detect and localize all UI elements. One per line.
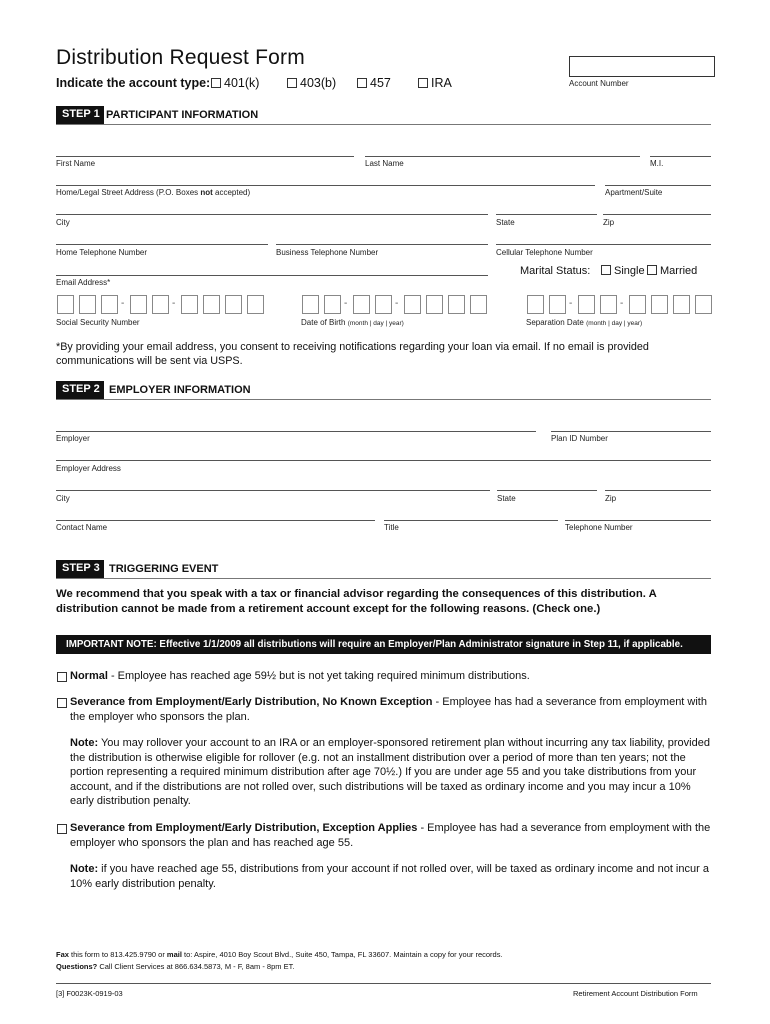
step2-tag: STEP 2 bbox=[56, 381, 104, 399]
checkbox[interactable] bbox=[647, 265, 657, 275]
option-title: Severance from Employment/Early Distribution, Exception Applies bbox=[70, 822, 418, 834]
mail-label: mail bbox=[166, 950, 182, 959]
account-type-403b[interactable] bbox=[287, 76, 336, 90]
contact-name-label: Contact Name bbox=[56, 523, 108, 532]
important-note: IMPORTANT NOTE: Effective 1/1/2009 all distributions will require an Employer/Plan Administrator signature in Step 11, if applicable. bbox=[56, 635, 711, 654]
marital-single[interactable] bbox=[601, 265, 645, 277]
email-notice: *By providing your email address, you consent to receiving notifications regarding your loan via email. If no email is provided communications will be sent via USPS. bbox=[56, 341, 649, 367]
address-not: not bbox=[200, 188, 213, 197]
home-phone-field[interactable] bbox=[56, 244, 268, 245]
ssn-digit[interactable] bbox=[152, 295, 169, 314]
page-title: Distribution Request Form bbox=[56, 46, 305, 69]
option-severance-no-exception bbox=[70, 695, 712, 724]
city-label: City bbox=[56, 218, 70, 227]
title-label: Title bbox=[384, 523, 399, 532]
mi-label: M.I. bbox=[650, 159, 664, 168]
option-title: Normal bbox=[70, 670, 108, 682]
normal-checkbox[interactable] bbox=[57, 672, 67, 682]
dob-label bbox=[301, 318, 404, 327]
note-label: Note: bbox=[70, 737, 99, 749]
option-label: 401(k) bbox=[224, 76, 260, 90]
email-field[interactable] bbox=[56, 275, 488, 276]
ssn-digit[interactable] bbox=[225, 295, 242, 314]
account-type-457[interactable] bbox=[357, 76, 391, 90]
fax-instructions bbox=[56, 950, 503, 959]
sep-date-digit[interactable] bbox=[578, 295, 595, 314]
address-label-text: Home/Legal Street Address (P.O. Boxes bbox=[56, 188, 201, 197]
separator: - bbox=[620, 298, 624, 309]
dob-label-text: Date of Birth bbox=[301, 318, 346, 327]
checkbox[interactable] bbox=[601, 265, 611, 275]
cell-phone-field[interactable] bbox=[496, 244, 711, 245]
telephone-field[interactable] bbox=[565, 520, 711, 521]
separator: - bbox=[344, 298, 348, 309]
mi-field[interactable] bbox=[650, 156, 711, 157]
ssn-digit[interactable] bbox=[79, 295, 96, 314]
employer-state-label: State bbox=[497, 494, 516, 503]
severance-no-exception-checkbox[interactable] bbox=[57, 698, 67, 708]
apartment-field[interactable] bbox=[605, 185, 711, 186]
ssn-digit[interactable] bbox=[203, 295, 220, 314]
questions-label: Questions? bbox=[56, 962, 98, 971]
employer-address-label: Employer Address bbox=[56, 464, 121, 473]
separator: - bbox=[569, 298, 573, 309]
step1-title: PARTICIPANT INFORMATION bbox=[106, 109, 259, 121]
footer-text: Call Client Services at 866.634.5873, M - F, 8am - 8pm ET. bbox=[97, 962, 295, 971]
separator: - bbox=[121, 298, 125, 309]
option-text: - Employee has had a severance from employment with the employer who sponsors the plan and has reached age 55. bbox=[70, 822, 711, 849]
account-number-field[interactable] bbox=[569, 56, 715, 77]
account-type-401k[interactable] bbox=[211, 76, 259, 90]
option-severance-exception bbox=[70, 821, 714, 850]
step3-header bbox=[56, 560, 711, 579]
address-label bbox=[56, 188, 250, 197]
note-age55 bbox=[70, 862, 718, 891]
ssn-digit[interactable] bbox=[181, 295, 198, 314]
step3-tag: STEP 3 bbox=[56, 560, 104, 578]
first-name-label: First Name bbox=[56, 159, 96, 168]
option-label: 457 bbox=[370, 76, 391, 90]
note-label: Note: bbox=[70, 863, 99, 875]
fax-label: Fax bbox=[56, 950, 69, 959]
employer-field[interactable] bbox=[56, 431, 536, 432]
option-label: Married bbox=[660, 265, 698, 277]
address-label-text: accepted) bbox=[212, 188, 251, 197]
last-name-label: Last Name bbox=[365, 159, 404, 168]
footer-divider bbox=[56, 983, 711, 984]
account-type-label: Indicate the account type: bbox=[56, 76, 211, 90]
sep-date-digit[interactable] bbox=[549, 295, 566, 314]
footer-text: to: Aspire, 4010 Boy Scout Blvd., Suite 450, Tampa, FL 33607. Maintain a copy for your records. bbox=[181, 950, 503, 959]
ssn-digit[interactable] bbox=[57, 295, 74, 314]
sep-date-digit[interactable] bbox=[673, 295, 690, 314]
step2-title: EMPLOYER INFORMATION bbox=[109, 384, 251, 396]
sep-date-digit[interactable] bbox=[695, 295, 712, 314]
option-text: - Employee has reached age 59½ but is not yet taking required minimum distributions. bbox=[107, 670, 530, 682]
severance-exception-checkbox[interactable] bbox=[57, 824, 67, 834]
dob-digit[interactable] bbox=[375, 295, 392, 314]
dob-format: (month | day | year) bbox=[347, 320, 404, 327]
dob-digit[interactable] bbox=[404, 295, 421, 314]
step1-tag: STEP 1 bbox=[56, 106, 104, 124]
telephone-label: Telephone Number bbox=[565, 523, 633, 532]
note-text: You may rollover your account to an IRA or an employer-sponsored retirement plan without incurring any tax liability, provided the distribution is otherwise eligible for rollover (e.g. not an installment distribution over a period of more than ten years; not the portion representing a required minimum distribution after age 70½.) If you are under age 55 and you take distributions from your account, and if the distributions are not rolled over, such distributions will be taxed as ordinary income and you may incur a 10% early distribution penalty. bbox=[70, 737, 710, 808]
option-label: Single bbox=[614, 265, 645, 277]
step3-intro: We recommend that you speak with a tax or financial advisor regarding the consequences of this distribution. A distribution cannot be made from a retirement account except for the following reasons. (Check one.) bbox=[56, 588, 657, 615]
employer-label: Employer bbox=[56, 434, 90, 443]
checkbox[interactable] bbox=[287, 78, 297, 88]
footer-text: this form to 813.425.9790 or bbox=[68, 950, 167, 959]
separator: - bbox=[395, 298, 399, 309]
employer-zip-label: Zip bbox=[605, 494, 617, 503]
employer-zip-field[interactable] bbox=[605, 490, 711, 491]
employer-city-field[interactable] bbox=[56, 490, 490, 491]
account-number-label: Account Number bbox=[569, 79, 629, 88]
sep-date-digit[interactable] bbox=[527, 295, 544, 314]
separator: - bbox=[172, 298, 176, 309]
step3-title: TRIGGERING EVENT bbox=[109, 563, 219, 575]
employer-address-field[interactable] bbox=[56, 460, 711, 461]
dob-digit[interactable] bbox=[470, 295, 487, 314]
checkbox[interactable] bbox=[357, 78, 367, 88]
title-field[interactable] bbox=[384, 520, 558, 521]
business-phone-label: Business Telephone Number bbox=[276, 248, 379, 257]
dob-digit[interactable] bbox=[324, 295, 341, 314]
sep-date-label bbox=[526, 318, 642, 327]
account-type-ira[interactable] bbox=[418, 76, 452, 90]
form-code: [3] F0023K-0919-03 bbox=[56, 989, 123, 998]
first-name-field[interactable] bbox=[56, 156, 354, 157]
option-normal bbox=[70, 669, 710, 684]
option-text: - Employee has had a severance from employment with the employer who sponsors the plan. bbox=[70, 696, 707, 723]
option-title: Severance from Employment/Early Distribution, No Known Exception bbox=[70, 696, 433, 708]
sep-date-label-text: Separation Date bbox=[526, 318, 584, 327]
dob-digit[interactable] bbox=[353, 295, 370, 314]
state-field[interactable] bbox=[496, 214, 597, 215]
ssn-digit[interactable] bbox=[101, 295, 118, 314]
home-phone-label: Home Telephone Number bbox=[56, 248, 148, 257]
ssn-digit[interactable] bbox=[247, 295, 264, 314]
note-text: if you have reached age 55, distributions from your account if not rolled over, will be taxed as ordinary income and not incur a 10% early distribution penalty. bbox=[70, 863, 709, 890]
business-phone-field[interactable] bbox=[276, 244, 488, 245]
sep-date-format: (month | day | year) bbox=[586, 320, 643, 327]
last-name-field[interactable] bbox=[365, 156, 640, 157]
step2-header bbox=[56, 381, 711, 400]
dob-digit[interactable] bbox=[426, 295, 443, 314]
sep-date-digit[interactable] bbox=[629, 295, 646, 314]
form-name: Retirement Account Distribution Form bbox=[573, 989, 698, 998]
contact-name-field[interactable] bbox=[56, 520, 375, 521]
employer-state-field[interactable] bbox=[497, 490, 597, 491]
option-label: IRA bbox=[431, 76, 452, 90]
zip-label: Zip bbox=[603, 218, 615, 227]
sep-date-digit[interactable] bbox=[651, 295, 668, 314]
city-field[interactable] bbox=[56, 214, 488, 215]
plan-id-label: Plan ID Number bbox=[551, 434, 608, 443]
option-label: 403(b) bbox=[300, 76, 337, 90]
note-rollover bbox=[70, 736, 714, 809]
ssn-digit[interactable] bbox=[130, 295, 147, 314]
zip-field[interactable] bbox=[603, 214, 711, 215]
step1-header bbox=[56, 106, 711, 125]
dob-digit[interactable] bbox=[448, 295, 465, 314]
marital-married[interactable] bbox=[647, 265, 697, 277]
ssn-label: Social Security Number bbox=[56, 318, 140, 327]
address-field[interactable] bbox=[56, 185, 595, 186]
dob-digit[interactable] bbox=[302, 295, 319, 314]
employer-city-label: City bbox=[56, 494, 70, 503]
state-label: State bbox=[496, 218, 515, 227]
email-label: Email Address* bbox=[56, 278, 111, 287]
sep-date-digit[interactable] bbox=[600, 295, 617, 314]
checkbox[interactable] bbox=[418, 78, 428, 88]
questions-line bbox=[56, 962, 294, 971]
checkbox[interactable] bbox=[211, 78, 221, 88]
plan-id-field[interactable] bbox=[551, 431, 711, 432]
apartment-label: Apartment/Suite bbox=[605, 188, 663, 197]
cell-phone-label: Cellular Telephone Number bbox=[496, 248, 593, 257]
marital-status-label: Marital Status: bbox=[520, 265, 591, 277]
